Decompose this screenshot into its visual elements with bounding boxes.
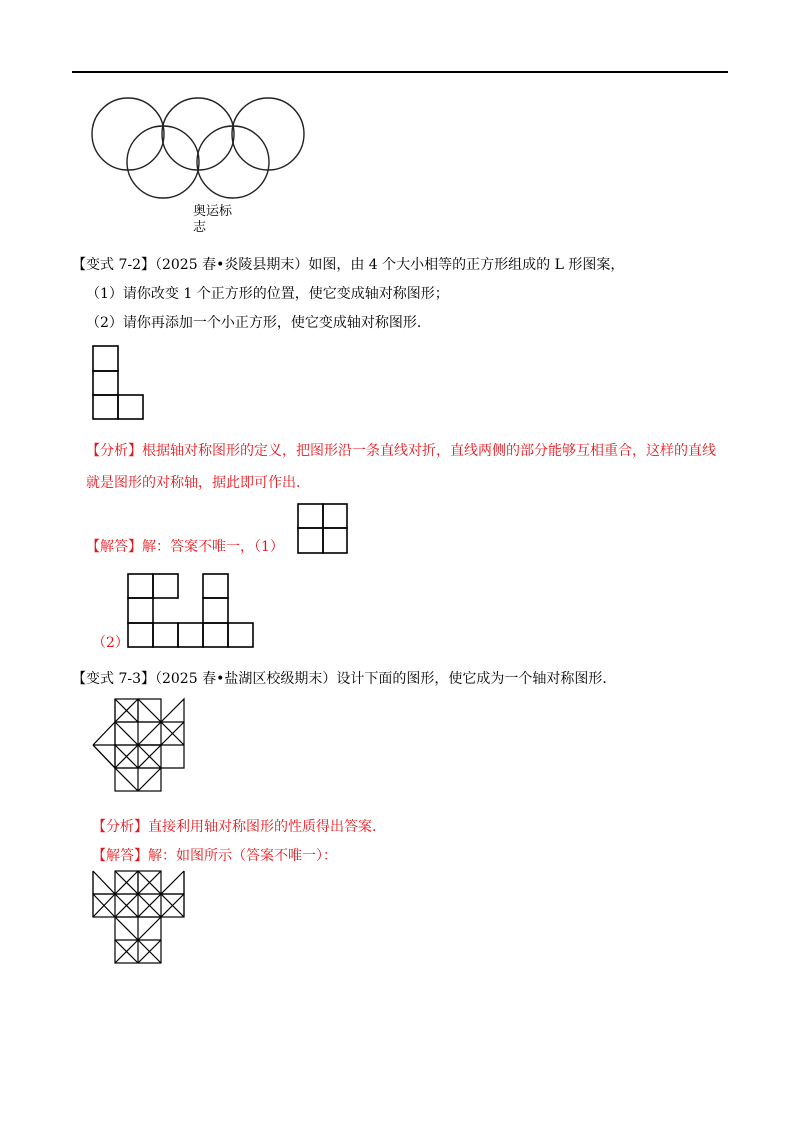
l-shape-figure (92, 345, 146, 421)
ring-top-left (92, 98, 164, 170)
q72-item2: （2）请你再添加一个小正方形，使它变成轴对称图形． (86, 315, 431, 331)
q73-answer-figure (92, 870, 190, 964)
q72-item1: （1）请你改变 1 个正方形的位置，使它变成轴对称图形； (86, 286, 449, 302)
q72-answer: 【解答】解：答案不唯一，（1） (86, 539, 284, 555)
olympic-rings-figure (90, 92, 310, 202)
q72-analysis-line2: 就是图形的对称轴，据此即可作出． (86, 475, 310, 491)
q72-analysis-line1: 【分析】根据轴对称图形的定义，把图形沿一条直线对折，直线两侧的部分能够互相重合，这样的直线 (86, 443, 716, 459)
answer2-figure (127, 573, 257, 649)
q73-title: 【变式 7-3】（2025 春•盐湖区校级期末）设计下面的图形，使它成为一个轴对称图形． (72, 671, 617, 687)
q73-pattern-figure (92, 698, 190, 792)
answer1-square-figure (297, 503, 349, 555)
q72-answer-part2: （2） (92, 635, 129, 651)
ring-top-right (232, 98, 304, 170)
ring-bottom-left (127, 126, 199, 198)
ring-top-middle (162, 98, 234, 170)
q73-analysis: 【分析】直接利用轴对称图形的性质得出答案． (92, 819, 386, 835)
ring-bottom-right (197, 126, 269, 198)
olympic-label-line1: 奥运标 (193, 204, 233, 219)
q72-title: 【变式 7-2】（2025 春•炎陵县期末）如图，由 4 个大小相等的正方形组成的 L 形图案， (72, 257, 625, 273)
olympic-label-line2: 志 (193, 220, 207, 235)
q73-answer: 【解答】解：如图所示（答案不唯一）： (92, 848, 337, 864)
header-rule (72, 71, 728, 73)
